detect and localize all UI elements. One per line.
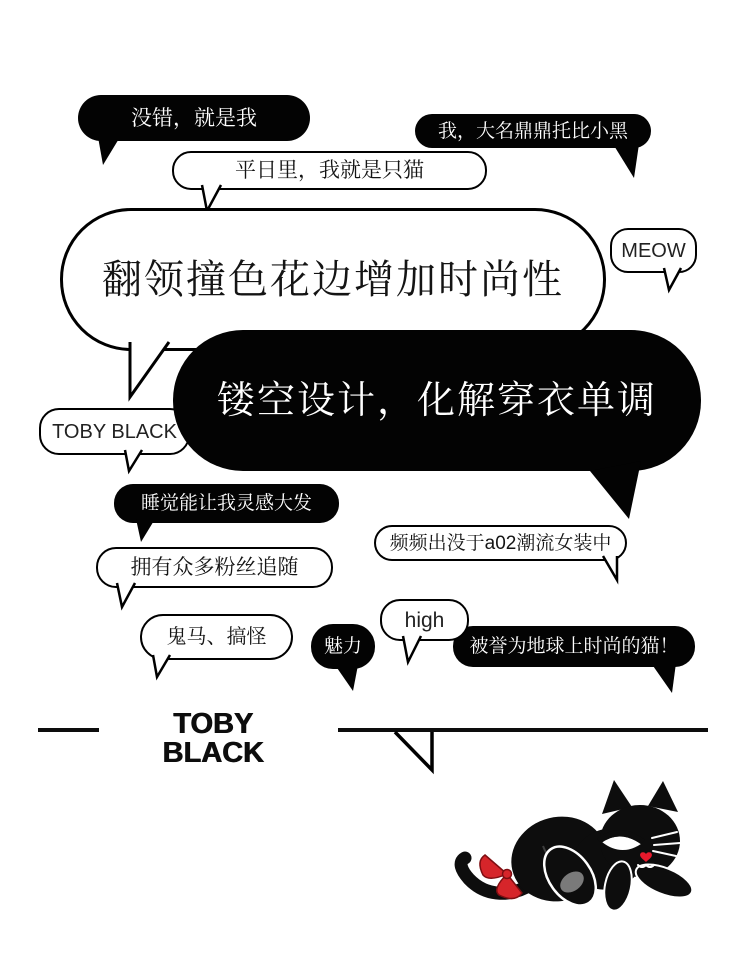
- speech-bubble-feature-hollow: [173, 330, 701, 471]
- bubble-text: 睡觉能让我灵感大发: [140, 493, 312, 514]
- speech-bubble-fashion-cat: [453, 626, 695, 667]
- speech-bubble-weekday-cat: [172, 151, 487, 190]
- bubble-tail: [335, 665, 361, 693]
- bubble-tail: [136, 519, 158, 544]
- speech-bubble-appears-in: [374, 525, 627, 561]
- divider-line-left: [38, 728, 99, 732]
- bubble-tail: [613, 144, 641, 180]
- bubble-tail: [651, 663, 679, 695]
- bubble-tail: [602, 555, 620, 583]
- bubble-text: 没错，就是我: [131, 106, 257, 130]
- divider-speech-tail: [394, 732, 436, 774]
- bubble-tail: [115, 582, 139, 610]
- bubble-text: 翻领撞色花边增加时尚性: [102, 257, 564, 302]
- bubble-text: TOBY BLACK: [52, 420, 177, 443]
- bubble-tail: [588, 459, 663, 521]
- footer-brand-title: TOBY BLACK: [162, 708, 264, 769]
- bubble-tail: [127, 341, 173, 401]
- bubble-text: 被誉为地球上时尚的猫！: [469, 636, 679, 657]
- bubble-tail: [401, 635, 424, 665]
- speech-bubble-famous-intro: [415, 114, 651, 148]
- bubble-tail: [151, 654, 173, 680]
- bubble-text: 拥有众多粉丝追随: [130, 556, 299, 579]
- speech-bubble-meow: [610, 228, 697, 273]
- speech-bubble-thats-me: [78, 95, 310, 141]
- toby-cat-mascot: [440, 762, 750, 962]
- speech-bubble-brand-small: [39, 408, 190, 455]
- speech-bubble-charm: [311, 624, 375, 669]
- bubble-text: 鬼马、搞怪: [166, 626, 267, 648]
- bubble-text: 魅力: [323, 636, 362, 657]
- bubble-text: 我，大名鼎鼎托比小黑: [437, 120, 628, 142]
- bubble-tail: [98, 137, 124, 167]
- bubble-text: 平日里，我就是只猫: [235, 159, 424, 182]
- divider-line-right: [338, 728, 708, 732]
- bubble-text: high: [404, 608, 445, 632]
- speech-bubble-quirky: [140, 614, 293, 660]
- speech-bubble-many-fans: [96, 547, 333, 588]
- speech-bubble-high: [380, 599, 469, 641]
- bubble-text: MEOW: [621, 239, 686, 262]
- speech-bubble-sleep-inspiration: [114, 484, 339, 523]
- bubble-text: 频频出没于a02潮流女装中: [389, 532, 612, 554]
- bubble-text: 镂空设计，化解穿衣单调: [216, 379, 657, 422]
- bubble-tail: [123, 449, 145, 474]
- bubble-tail: [662, 267, 684, 293]
